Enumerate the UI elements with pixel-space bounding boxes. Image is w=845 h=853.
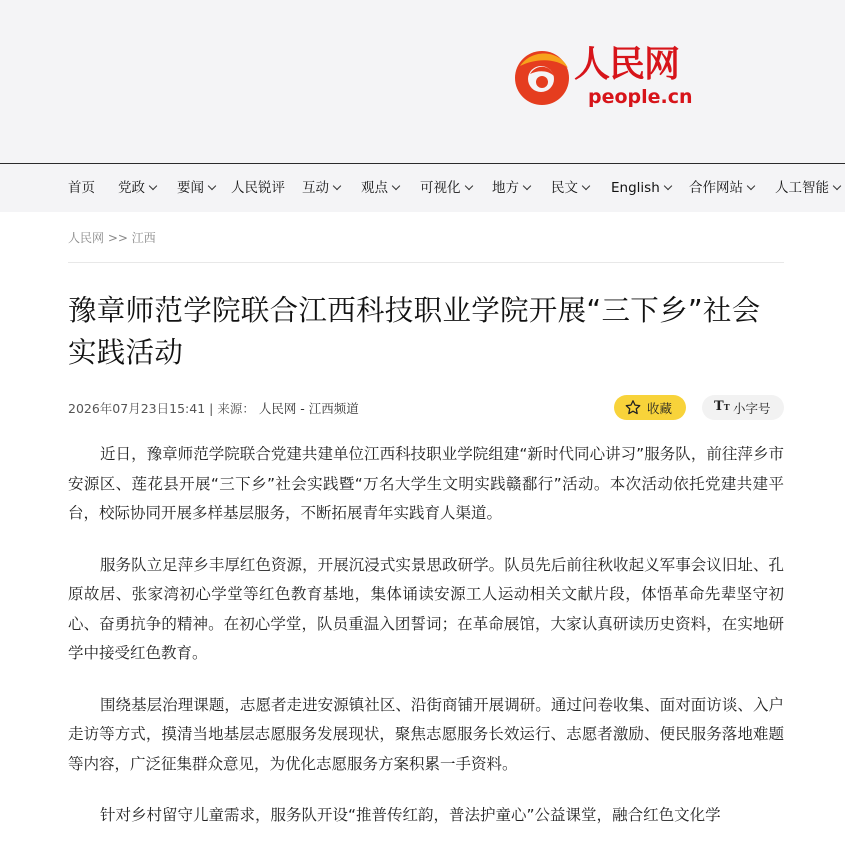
- nav-item-local[interactable]: [492, 164, 530, 212]
- nav-label: 要闻: [177, 180, 204, 196]
- nav-item-partners[interactable]: [689, 164, 754, 212]
- breadcrumb: [68, 229, 156, 246]
- nav-label: 首页: [68, 180, 95, 196]
- article-body: [68, 440, 784, 853]
- site-header: [0, 0, 845, 163]
- article-title: 豫章师范学院联合江西科技职业学院开展“三下乡”社会实践活动: [68, 294, 761, 369]
- font-size-label: 小字号: [733, 401, 771, 416]
- nav-label: English: [611, 180, 660, 196]
- logo-text-cn: 人民网: [574, 43, 680, 85]
- chevron-down-icon: [523, 182, 531, 190]
- chevron-down-icon: [208, 182, 216, 190]
- nav-item-opinion[interactable]: [361, 164, 399, 212]
- star-icon: [624, 399, 642, 416]
- nav-label: 可视化: [420, 180, 461, 196]
- favorite-button[interactable]: [614, 395, 686, 420]
- nav-item-visual[interactable]: [420, 164, 472, 212]
- article-meta: [68, 399, 359, 417]
- article-paragraph: 服务队立足萍乡丰厚红色资源，开展沉浸式实景思政研学。队员先后前往秋收起义军事会议旧址、孔原故居、张家湾初心学堂等红色教育基地，集体诵读安源工人运动相关文献片段，体悟革命先辈坚守初心、奋勇抗争的精神。在初心学堂，队员重温入团誓词；在革命展馆，大家认真研读历史资料，在实地研学中接受红色教育。: [68, 555, 784, 662]
- main-nav: [0, 163, 845, 212]
- nav-label: 人工智能: [775, 180, 829, 196]
- nav-label: 人民锐评: [231, 180, 285, 196]
- breadcrumb-home-link[interactable]: 人民网: [68, 231, 105, 245]
- nav-item-home[interactable]: [68, 164, 95, 212]
- breadcrumb-separator: >>: [107, 231, 128, 245]
- nav-item-news[interactable]: [177, 164, 215, 212]
- nav-label: 互动: [302, 180, 329, 196]
- divider: [68, 262, 784, 263]
- nav-item-ai[interactable]: [775, 164, 840, 212]
- chevron-down-icon: [149, 182, 157, 190]
- favorite-label: 收藏: [647, 401, 673, 416]
- chevron-down-icon: [333, 182, 341, 190]
- source-label: 来源：: [217, 401, 255, 416]
- article-source-link[interactable]: 人民网 - 江西频道: [258, 401, 359, 416]
- chevron-down-icon: [664, 182, 672, 190]
- nav-item-ethnic[interactable]: [551, 164, 589, 212]
- chevron-down-icon: [464, 182, 472, 190]
- nav-item-commentary[interactable]: [231, 164, 285, 212]
- nav-label: 观点: [361, 180, 388, 196]
- chevron-down-icon: [833, 182, 841, 190]
- breadcrumb-current-link[interactable]: 江西: [131, 231, 156, 245]
- meta-separator: |: [209, 401, 218, 416]
- article-paragraph: 针对乡村留守儿童需求，服务队开设“推普传红韵，普法护童心”公益课堂，融合红色文化学: [100, 806, 721, 824]
- chevron-down-icon: [392, 182, 400, 190]
- nav-item-interaction[interactable]: [302, 164, 340, 212]
- people-cn-logo[interactable]: [512, 42, 692, 114]
- article-paragraph: 近日，豫章师范学院联合党建共建单位江西科技职业学院组建“新时代同心讲习”服务队，前往萍乡市安源区、莲花县开展“三下乡”社会实践暨“万名大学生文明实践赣鄱行”活动。本次活动依托党建共建平台，校际协同开展多样基层服务，不断拓展青年实践育人渠道。: [68, 445, 784, 522]
- logo-text-en: people.cn: [588, 86, 693, 108]
- chevron-down-icon: [582, 182, 590, 190]
- font-size-icon: TT: [714, 399, 730, 414]
- nav-item-english[interactable]: [611, 164, 671, 212]
- chevron-down-icon: [747, 182, 755, 190]
- nav-label: 民文: [551, 180, 578, 196]
- article-datetime: 2026年07月23日15:41: [68, 401, 206, 416]
- nav-label: 地方: [492, 180, 519, 196]
- nav-item-party[interactable]: [118, 164, 156, 212]
- nav-label: 合作网站: [689, 180, 743, 196]
- nav-label: 党政: [118, 180, 145, 196]
- logo-mark-icon: [512, 46, 574, 108]
- font-size-button[interactable]: [702, 395, 784, 420]
- article-paragraph: 围绕基层治理课题，志愿者走进安源镇社区、沿街商铺开展调研。通过问卷收集、面对面访谈、入户走访等方式，摸清当地基层志愿服务发展现状，聚焦志愿服务长效运行、志愿者激励、便民服务落地难题等内容，广泛征集群众意见，为优化志愿服务方案积累一手资料。: [68, 695, 784, 773]
